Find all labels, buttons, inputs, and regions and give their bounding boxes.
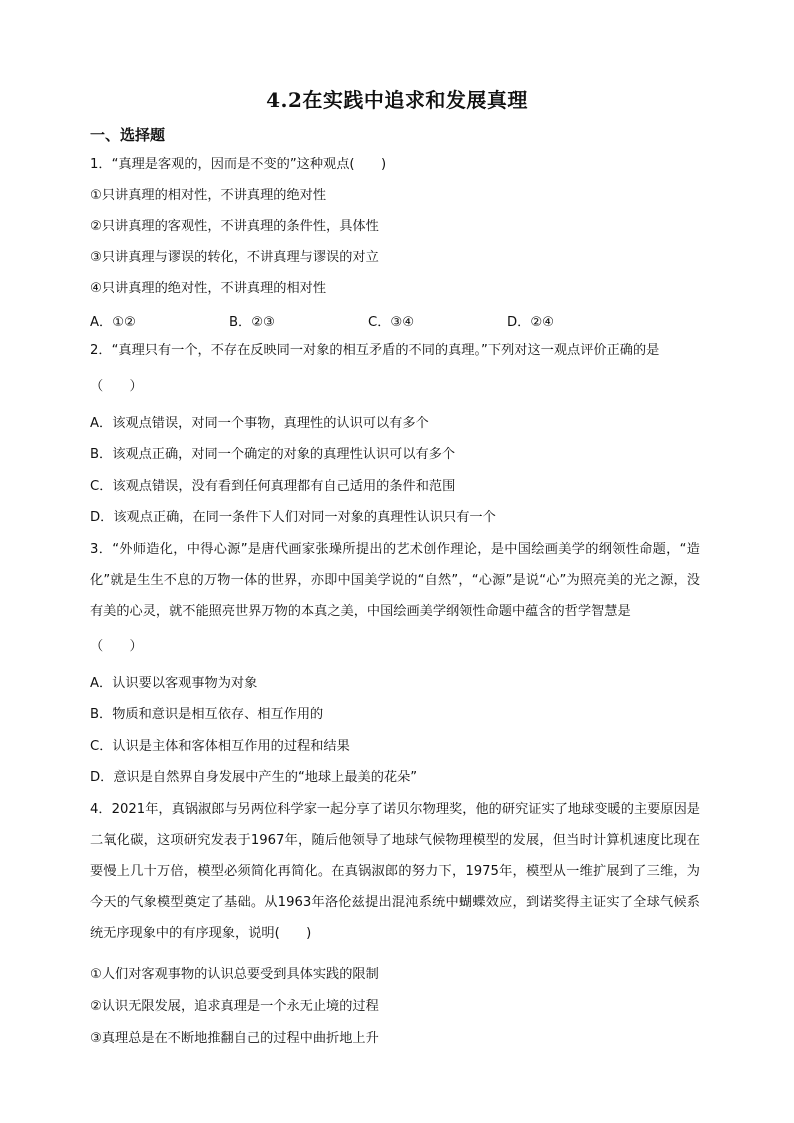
question-1-stem: 1．“真理是客观的，因而是不变的”这种观点( ) <box>90 157 387 172</box>
question-1-option-b[interactable]: B．②③ <box>229 315 275 330</box>
question-4-item-1: ①人们对客观事物的认识总要受到具体实践的限制 <box>90 967 379 982</box>
question-4-stem: 4．2021年，真锅淑郎与另两位科学家一起分享了诺贝尔物理奖，他的研究证实了地球变暖的主要原因是二氧化碳，这项研究发表于1967年，随后他领导了地球气候物理模型的发展，但当时计算机速度比现在要慢上几十万倍，模型必须简化再简化。在真锅淑郎的努力下，1975年，模型从一维扩展到了三维，为今天的气象模型奠定了基础。从1963年洛伦兹提出混沌系统中蝴蝶效应，到诺奖得主证实了全球气候系统无序现象中的有序现象，说明( ) <box>90 802 700 941</box>
question-1-option-c[interactable]: C．③④ <box>368 315 415 330</box>
question-2-option-b[interactable]: B．该观点正确，对同一个确定的对象的真理性认识可以有多个 <box>90 447 456 462</box>
question-3-answer-paren: （ ） <box>90 639 143 654</box>
question-3-option-d[interactable]: D．意识是自然界自身发展中产生的“地球上最美的花朵” <box>90 770 418 785</box>
question-2-option-d[interactable]: D．该观点正确，在同一条件下人们对同一对象的真理性认识只有一个 <box>90 510 496 525</box>
question-1-options <box>90 311 700 329</box>
question-2-option-a[interactable]: A．该观点错误，对同一个事物，真理性的认识可以有多个 <box>90 416 429 431</box>
question-3-stem: 3．“外师造化，中得心源”是唐代画家张璪所提出的艺术创作理论，是中国绘画美学的纲领性命题，“造化”就是生生不息的万物一体的世界，亦即中国美学说的“自然”，“心源”是说“心”为照亮美的光之源，没有美的心灵，就不能照亮世界万物的本真之美，中国绘画美学纲领性命题中蕴含的哲学智慧是 <box>90 542 700 619</box>
question-1-item-3: ③只讲真理与谬误的转化，不讲真理与谬误的对立 <box>90 250 379 265</box>
question-1-item-1: ①只讲真理的相对性，不讲真理的绝对性 <box>90 188 327 203</box>
question-2-answer-paren: （ ） <box>90 379 143 394</box>
question-1-item-2: ②只讲真理的客观性，不讲真理的条件性，具体性 <box>90 219 379 234</box>
question-1-item-4: ④只讲真理的绝对性，不讲真理的相对性 <box>90 281 327 296</box>
question-3-option-a[interactable]: A．认识要以客观事物为对象 <box>90 676 258 691</box>
question-1-option-d[interactable]: D．②④ <box>507 315 554 330</box>
question-3-option-b[interactable]: B．物质和意识是相互依存、相互作用的 <box>90 707 324 722</box>
question-2-option-c[interactable]: C．该观点错误，没有看到任何真理都有自己适用的条件和范围 <box>90 479 456 494</box>
document-title: 4.2在实践中追求和发展真理 <box>266 88 528 112</box>
question-3-option-c[interactable]: C．认识是主体和客体相互作用的过程和结果 <box>90 739 350 754</box>
section-heading: 一、选择题 <box>90 126 166 144</box>
question-2-stem: 2．“真理只有一个，不存在反映同一对象的相互矛盾的不同的真理。”下列对这一观点评价正确的是 <box>90 343 660 358</box>
question-1-option-a[interactable]: A．①② <box>90 315 136 330</box>
question-4-item-2: ②认识无限发展，追求真理是一个永无止境的过程 <box>90 999 379 1014</box>
question-4-item-3: ③真理总是在不断地推翻自己的过程中曲折地上升 <box>90 1031 379 1046</box>
